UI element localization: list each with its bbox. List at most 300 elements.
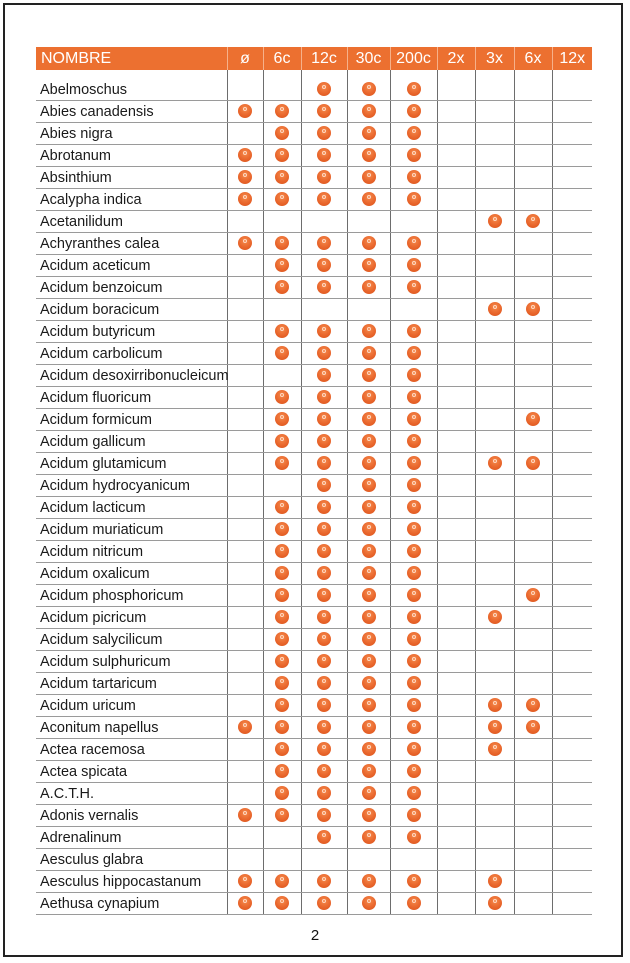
available-dot-icon	[275, 104, 289, 118]
table-row	[36, 497, 592, 519]
remedy-name: Abies canadensis	[36, 101, 227, 123]
potency-cell	[390, 123, 437, 145]
potency-cell	[390, 453, 437, 475]
available-dot-icon	[526, 302, 540, 316]
potency-cell	[263, 871, 301, 893]
potency-cell	[347, 475, 390, 497]
potency-cell	[263, 321, 301, 343]
potency-cell	[347, 893, 390, 915]
potency-cell	[301, 123, 347, 145]
remedy-name: Acidum nitricum	[36, 541, 227, 563]
available-dot-icon	[488, 214, 502, 228]
potency-cell	[347, 717, 390, 739]
available-dot-icon	[317, 632, 331, 646]
available-dot-icon	[488, 874, 502, 888]
available-dot-icon	[407, 786, 421, 800]
potency-cell	[390, 761, 437, 783]
potency-cell	[227, 387, 263, 409]
potency-cell	[437, 673, 475, 695]
available-dot-icon	[407, 456, 421, 470]
available-dot-icon	[275, 742, 289, 756]
potency-cell	[437, 585, 475, 607]
available-dot-icon	[317, 412, 331, 426]
available-dot-icon	[275, 720, 289, 734]
available-dot-icon	[362, 522, 376, 536]
potency-cell	[227, 343, 263, 365]
available-dot-icon	[317, 830, 331, 844]
available-dot-icon	[275, 258, 289, 272]
potency-cell	[301, 607, 347, 629]
table-row	[36, 145, 592, 167]
potency-cell	[263, 497, 301, 519]
available-dot-icon	[407, 522, 421, 536]
potency-cell	[227, 805, 263, 827]
potency-cell	[437, 321, 475, 343]
potency-cell	[301, 79, 347, 101]
potency-cell	[227, 233, 263, 255]
remedy-name: Acidum hydrocyanicum	[36, 475, 227, 497]
table-row	[36, 123, 592, 145]
potency-cell	[437, 101, 475, 123]
potency-cell	[347, 651, 390, 673]
potency-cell	[263, 79, 301, 101]
remedy-name: Acidum glutamicum	[36, 453, 227, 475]
available-dot-icon	[362, 698, 376, 712]
potency-cell	[347, 321, 390, 343]
table-row	[36, 365, 592, 387]
remedy-name: Abelmoschus	[36, 79, 227, 101]
available-dot-icon	[407, 368, 421, 382]
potency-cell	[475, 277, 514, 299]
potency-cell	[263, 453, 301, 475]
available-dot-icon	[317, 192, 331, 206]
potency-cell	[347, 233, 390, 255]
available-dot-icon	[317, 478, 331, 492]
potency-cell	[514, 717, 552, 739]
potency-cell	[301, 585, 347, 607]
potency-cell	[347, 805, 390, 827]
potency-cell	[552, 871, 592, 893]
potency-cell	[390, 255, 437, 277]
potency-cell	[347, 431, 390, 453]
potency-cell	[301, 651, 347, 673]
remedy-name: Acidum picricum	[36, 607, 227, 629]
available-dot-icon	[362, 830, 376, 844]
available-dot-icon	[317, 500, 331, 514]
potency-cell	[227, 101, 263, 123]
potency-cell	[347, 563, 390, 585]
available-dot-icon	[317, 566, 331, 580]
potency-cell	[301, 343, 347, 365]
potency-cell	[475, 431, 514, 453]
potency-cell	[514, 827, 552, 849]
potency-cell	[552, 475, 592, 497]
potency-cell	[347, 827, 390, 849]
available-dot-icon	[317, 742, 331, 756]
potency-cell	[552, 343, 592, 365]
potency-cell	[301, 101, 347, 123]
potency-cell	[263, 563, 301, 585]
potency-cell	[347, 255, 390, 277]
potency-cell	[514, 629, 552, 651]
potency-cell	[475, 387, 514, 409]
available-dot-icon	[526, 412, 540, 426]
potency-cell	[263, 409, 301, 431]
potency-cell	[263, 805, 301, 827]
available-dot-icon	[362, 566, 376, 580]
available-dot-icon	[275, 236, 289, 250]
available-dot-icon	[317, 236, 331, 250]
potency-cell	[347, 453, 390, 475]
available-dot-icon	[407, 632, 421, 646]
potency-cell	[263, 365, 301, 387]
potency-cell	[475, 717, 514, 739]
table-row	[36, 849, 592, 871]
available-dot-icon	[275, 456, 289, 470]
potency-cell	[263, 629, 301, 651]
potency-cell	[552, 849, 592, 871]
available-dot-icon	[407, 170, 421, 184]
potency-cell	[227, 189, 263, 211]
potency-cell	[390, 607, 437, 629]
remedy-name: Aesculus hippocastanum	[36, 871, 227, 893]
available-dot-icon	[407, 544, 421, 558]
potency-cell	[390, 233, 437, 255]
available-dot-icon	[317, 434, 331, 448]
potency-cell	[263, 233, 301, 255]
table-row	[36, 519, 592, 541]
available-dot-icon	[488, 610, 502, 624]
available-dot-icon	[317, 874, 331, 888]
remedy-name: Acidum boracicum	[36, 299, 227, 321]
potency-cell	[475, 497, 514, 519]
potency-cell	[437, 343, 475, 365]
potency-cell	[347, 277, 390, 299]
available-dot-icon	[407, 236, 421, 250]
potency-cell	[552, 233, 592, 255]
available-dot-icon	[275, 676, 289, 690]
potency-cell	[227, 431, 263, 453]
available-dot-icon	[317, 104, 331, 118]
potency-cell	[552, 827, 592, 849]
potency-cell	[475, 409, 514, 431]
potency-cell	[514, 893, 552, 915]
potency-cell	[514, 607, 552, 629]
potency-cell	[514, 585, 552, 607]
potency-cell	[514, 277, 552, 299]
available-dot-icon	[275, 808, 289, 822]
available-dot-icon	[407, 698, 421, 712]
potency-cell	[437, 475, 475, 497]
available-dot-icon	[238, 236, 252, 250]
potency-cell	[301, 145, 347, 167]
table-row	[36, 717, 592, 739]
potency-cell	[301, 211, 347, 233]
table-row	[36, 189, 592, 211]
potency-cell	[263, 299, 301, 321]
potency-cell	[227, 563, 263, 585]
available-dot-icon	[407, 258, 421, 272]
available-dot-icon	[317, 170, 331, 184]
potency-cell	[347, 607, 390, 629]
available-dot-icon	[317, 148, 331, 162]
available-dot-icon	[317, 258, 331, 272]
potency-cell	[263, 783, 301, 805]
potency-cell	[475, 79, 514, 101]
available-dot-icon	[317, 676, 331, 690]
potency-cell	[301, 277, 347, 299]
potency-cell	[475, 453, 514, 475]
available-dot-icon	[238, 170, 252, 184]
potency-cell	[347, 211, 390, 233]
available-dot-icon	[317, 588, 331, 602]
available-dot-icon	[362, 896, 376, 910]
available-dot-icon	[526, 214, 540, 228]
potency-cell	[552, 189, 592, 211]
potency-cell	[437, 145, 475, 167]
remedy-name: Acidum formicum	[36, 409, 227, 431]
potency-cell	[552, 299, 592, 321]
potency-cell	[552, 673, 592, 695]
potency-cell	[390, 651, 437, 673]
potency-cell	[227, 717, 263, 739]
potency-cell	[263, 739, 301, 761]
available-dot-icon	[238, 874, 252, 888]
column-header-potency: 12x	[552, 47, 592, 70]
potency-cell	[301, 717, 347, 739]
potency-cell	[390, 299, 437, 321]
available-dot-icon	[362, 632, 376, 646]
potency-cell	[552, 123, 592, 145]
remedy-name: A.C.T.H.	[36, 783, 227, 805]
potency-cell	[390, 541, 437, 563]
potency-cell	[437, 695, 475, 717]
available-dot-icon	[407, 874, 421, 888]
available-dot-icon	[362, 412, 376, 426]
potency-cell	[552, 211, 592, 233]
remedy-name: Adonis vernalis	[36, 805, 227, 827]
potency-cell	[437, 607, 475, 629]
potency-cell	[301, 299, 347, 321]
potency-cell	[475, 365, 514, 387]
potency-cell	[347, 783, 390, 805]
potency-cell	[514, 761, 552, 783]
available-dot-icon	[407, 82, 421, 96]
potency-cell	[475, 167, 514, 189]
potency-cell	[263, 145, 301, 167]
available-dot-icon	[362, 720, 376, 734]
potency-cell	[514, 431, 552, 453]
remedy-name: Acetanilidum	[36, 211, 227, 233]
potency-cell	[347, 849, 390, 871]
potency-cell	[475, 651, 514, 673]
potency-cell	[301, 563, 347, 585]
potency-cell	[390, 717, 437, 739]
table-row	[36, 101, 592, 123]
column-header-potency: 30c	[347, 47, 390, 70]
available-dot-icon	[275, 390, 289, 404]
potency-cell	[227, 827, 263, 849]
available-dot-icon	[407, 896, 421, 910]
potency-cell	[514, 563, 552, 585]
potency-cell	[475, 783, 514, 805]
available-dot-icon	[275, 786, 289, 800]
potency-cell	[437, 387, 475, 409]
potency-cell	[301, 189, 347, 211]
potency-cell	[301, 783, 347, 805]
potency-cell	[514, 101, 552, 123]
potency-cell	[475, 849, 514, 871]
potency-cell	[301, 453, 347, 475]
potency-cell	[552, 167, 592, 189]
table-row	[36, 695, 592, 717]
potency-cell	[263, 189, 301, 211]
potency-cell	[390, 189, 437, 211]
available-dot-icon	[526, 698, 540, 712]
potency-cell	[437, 189, 475, 211]
available-dot-icon	[362, 500, 376, 514]
potency-cell	[301, 871, 347, 893]
potency-cell	[301, 233, 347, 255]
table-row	[36, 805, 592, 827]
potency-cell	[552, 519, 592, 541]
potency-cell	[301, 365, 347, 387]
potency-cell	[475, 739, 514, 761]
available-dot-icon	[362, 368, 376, 382]
remedy-name: Actea spicata	[36, 761, 227, 783]
potency-cell	[301, 431, 347, 453]
available-dot-icon	[238, 192, 252, 206]
potency-cell	[301, 739, 347, 761]
table-row	[36, 409, 592, 431]
available-dot-icon	[275, 632, 289, 646]
column-header-potency: 2x	[437, 47, 475, 70]
potency-cell	[263, 607, 301, 629]
remedy-name: Acidum fluoricum	[36, 387, 227, 409]
available-dot-icon	[362, 588, 376, 602]
potency-cell	[263, 343, 301, 365]
potency-cell	[437, 563, 475, 585]
potency-cell	[301, 497, 347, 519]
table-row	[36, 299, 592, 321]
table-row	[36, 783, 592, 805]
available-dot-icon	[407, 324, 421, 338]
potency-cell	[347, 541, 390, 563]
available-dot-icon	[362, 742, 376, 756]
available-dot-icon	[275, 654, 289, 668]
potency-cell	[301, 387, 347, 409]
available-dot-icon	[407, 412, 421, 426]
remedy-name: Acidum phosphoricum	[36, 585, 227, 607]
potency-cell	[347, 101, 390, 123]
potency-cell	[552, 255, 592, 277]
potency-cell	[390, 277, 437, 299]
available-dot-icon	[317, 280, 331, 294]
potency-cell	[390, 893, 437, 915]
potency-cell	[227, 145, 263, 167]
remedy-name: Actea racemosa	[36, 739, 227, 761]
table-row	[36, 475, 592, 497]
available-dot-icon	[317, 390, 331, 404]
potency-cell	[227, 299, 263, 321]
potency-cell	[514, 123, 552, 145]
available-dot-icon	[362, 764, 376, 778]
potency-cell	[437, 717, 475, 739]
available-dot-icon	[275, 170, 289, 184]
potency-cell	[514, 189, 552, 211]
available-dot-icon	[407, 830, 421, 844]
column-header-name: NOMBRE	[36, 47, 227, 70]
potency-cell	[390, 497, 437, 519]
table-row	[36, 871, 592, 893]
potency-cell	[390, 387, 437, 409]
available-dot-icon	[407, 676, 421, 690]
potency-cell	[390, 849, 437, 871]
potency-cell	[263, 541, 301, 563]
potency-cell	[347, 585, 390, 607]
potency-cell	[390, 321, 437, 343]
potency-cell	[514, 409, 552, 431]
available-dot-icon	[317, 82, 331, 96]
potency-cell	[347, 761, 390, 783]
potency-cell	[437, 211, 475, 233]
potency-cell	[301, 541, 347, 563]
available-dot-icon	[407, 478, 421, 492]
potency-cell	[390, 783, 437, 805]
potency-cell	[475, 585, 514, 607]
potency-cell	[347, 387, 390, 409]
remedy-potency-table	[36, 47, 592, 915]
available-dot-icon	[275, 148, 289, 162]
remedy-name: Acidum uricum	[36, 695, 227, 717]
remedy-name: Aethusa cynapium	[36, 893, 227, 915]
potency-cell	[475, 123, 514, 145]
potency-cell	[514, 233, 552, 255]
potency-cell	[390, 211, 437, 233]
potency-cell	[552, 431, 592, 453]
available-dot-icon	[317, 610, 331, 624]
remedy-name: Acidum sulphuricum	[36, 651, 227, 673]
potency-cell	[514, 365, 552, 387]
potency-cell	[390, 519, 437, 541]
remedy-name: Acidum lacticum	[36, 497, 227, 519]
column-header-potency: 200c	[390, 47, 437, 70]
potency-cell	[390, 475, 437, 497]
available-dot-icon	[275, 874, 289, 888]
table-row	[36, 387, 592, 409]
available-dot-icon	[407, 434, 421, 448]
potency-cell	[514, 343, 552, 365]
potency-cell	[227, 79, 263, 101]
potency-cell	[475, 607, 514, 629]
available-dot-icon	[275, 434, 289, 448]
potency-cell	[390, 431, 437, 453]
remedy-name: Acidum carbolicum	[36, 343, 227, 365]
potency-cell	[227, 783, 263, 805]
potency-cell	[390, 805, 437, 827]
potency-cell	[263, 255, 301, 277]
available-dot-icon	[488, 302, 502, 316]
remedy-name: Acidum tartaricum	[36, 673, 227, 695]
remedy-name: Acalypha indica	[36, 189, 227, 211]
page-number: 2	[310, 927, 320, 944]
available-dot-icon	[488, 720, 502, 734]
available-dot-icon	[275, 126, 289, 140]
table-row	[36, 211, 592, 233]
available-dot-icon	[407, 742, 421, 756]
available-dot-icon	[362, 478, 376, 492]
available-dot-icon	[407, 390, 421, 404]
